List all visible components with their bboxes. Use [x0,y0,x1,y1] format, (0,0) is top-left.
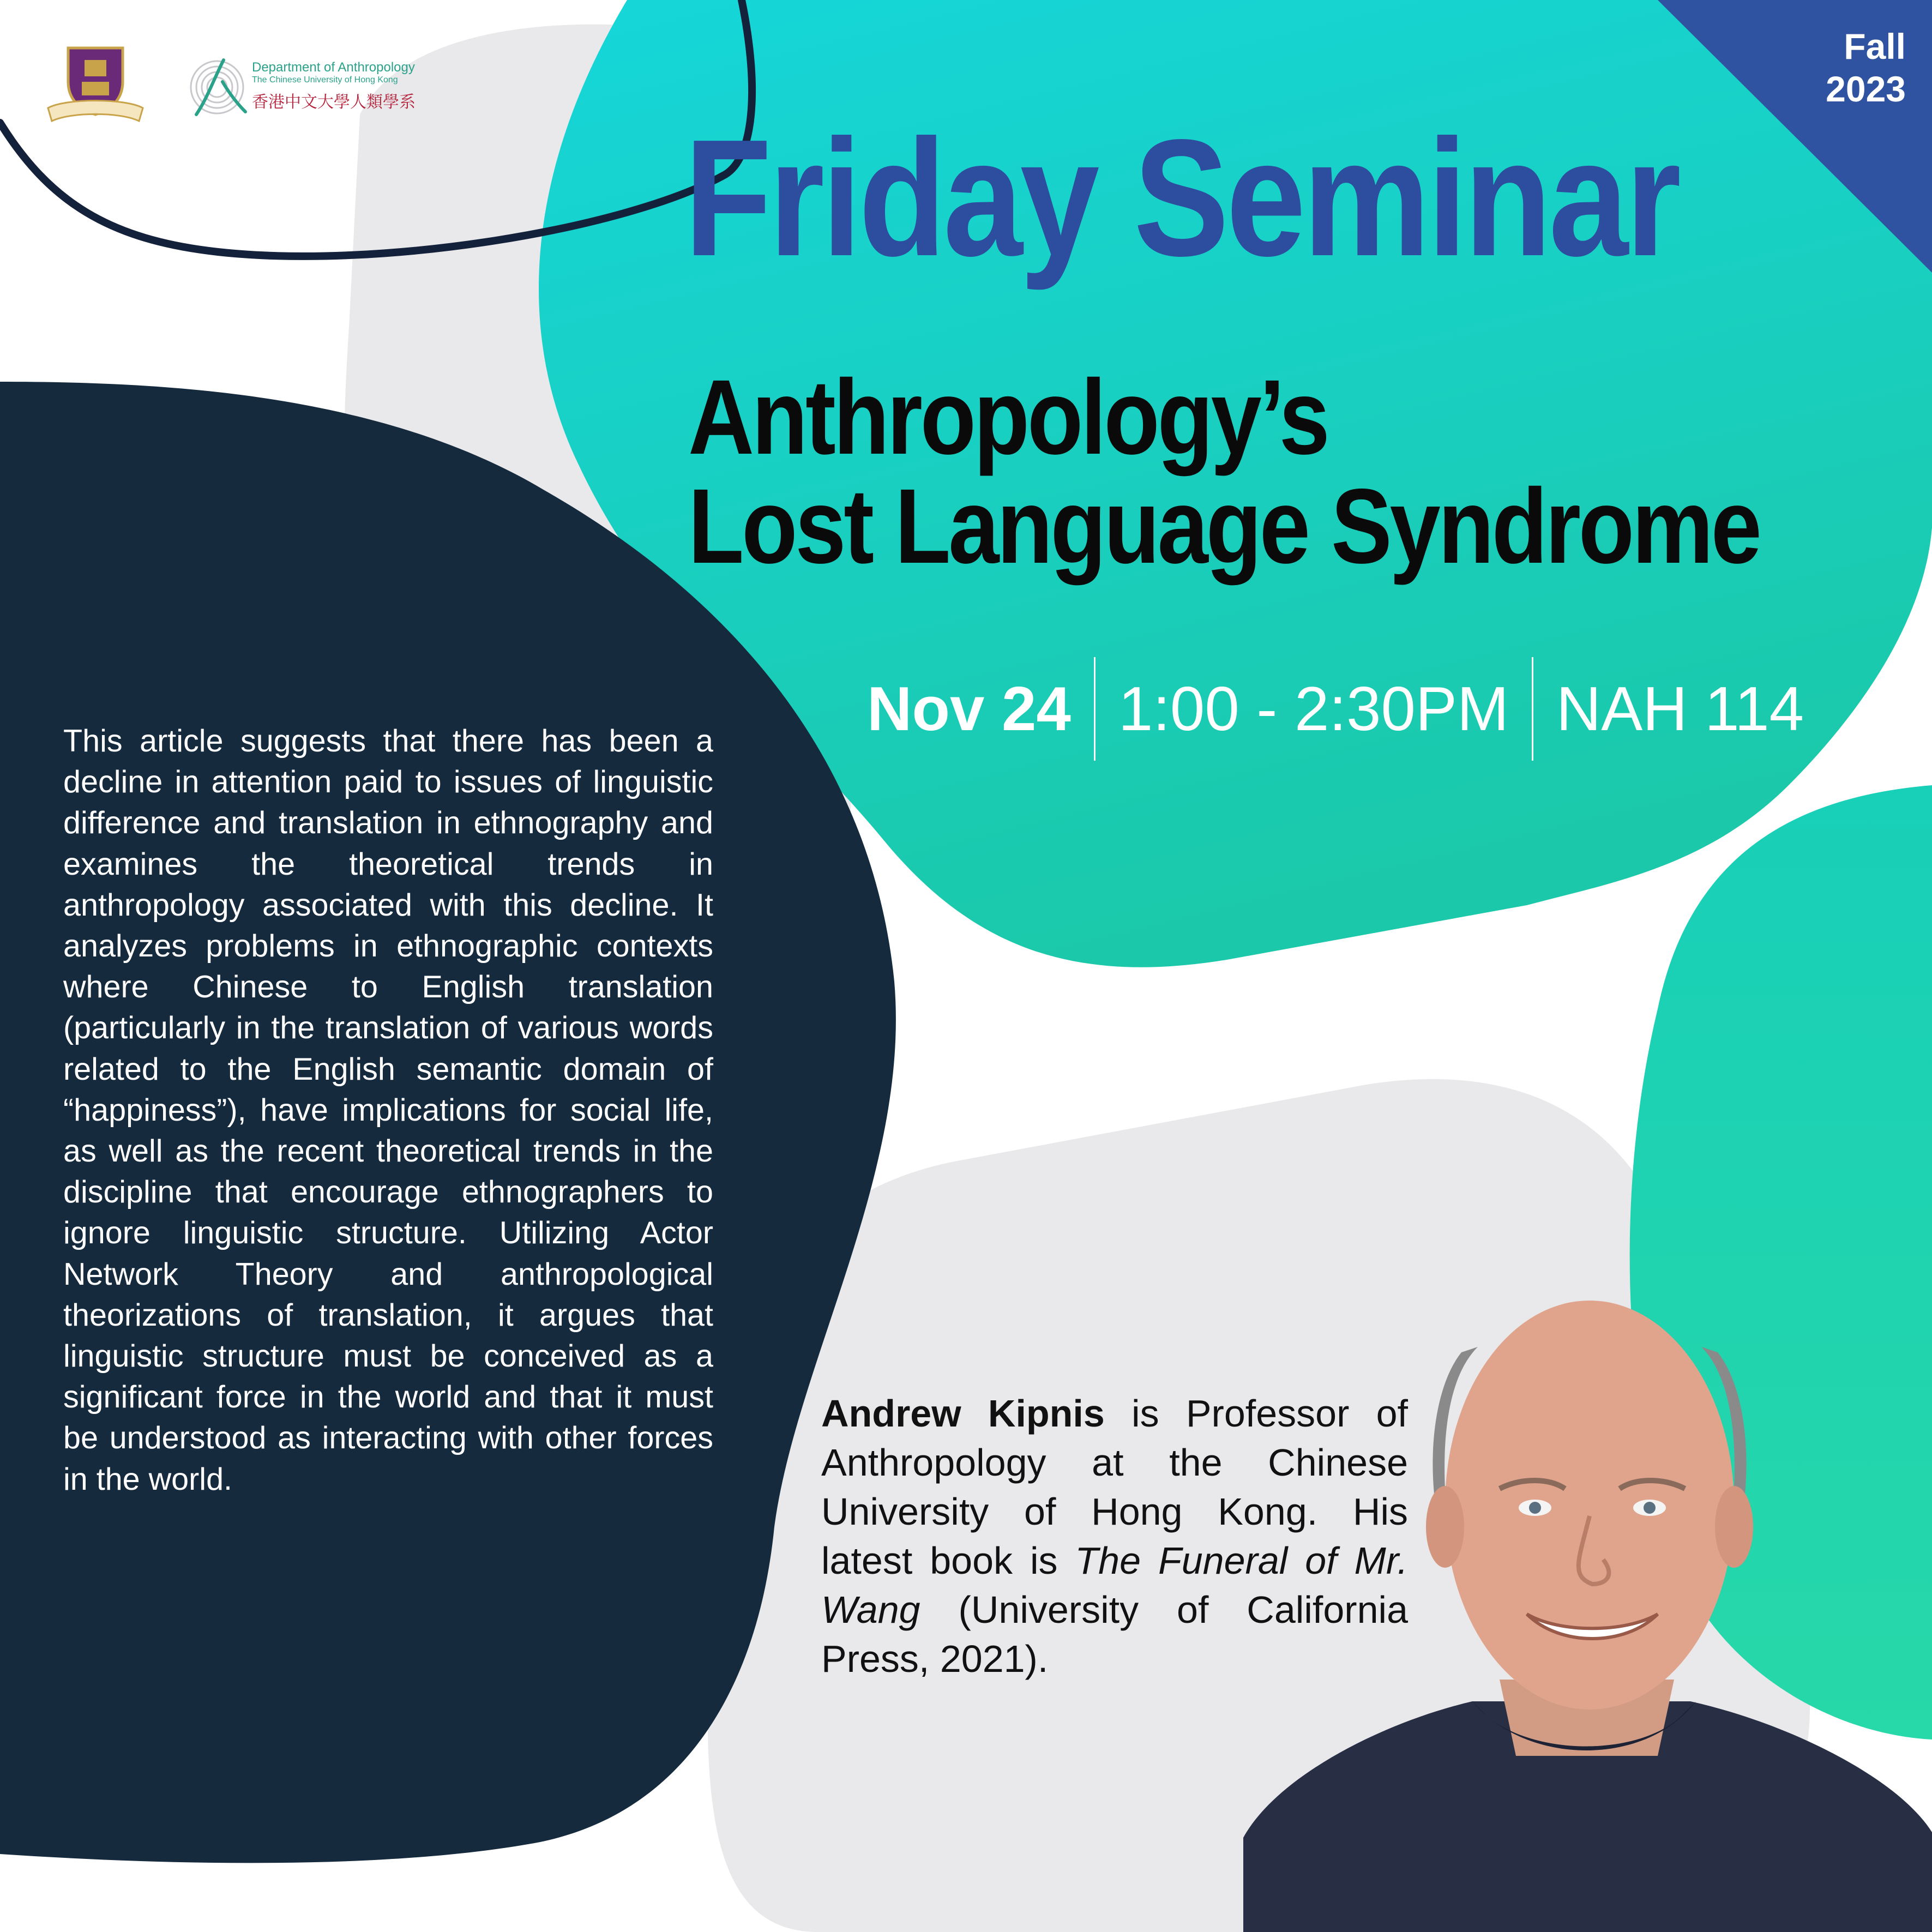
department-name-zh: 香港中文大學人類學系 [252,93,416,111]
book-title: The Funeral of Mr. Wang [821,1539,1408,1631]
abstract-text: This article suggests that there has been a decline in attention paid to issues of linguistic difference and translation in ethnography and examines the theoretical trends in anthropology associated with this decline. It analyzes problems in ethnographic contexts where Chinese to English translation (particularly in the translation of various words related to the English semantic domain of “happiness”), have implications for social life, as well as the recent theoretical trends in the discipline that encourage ethnographers to ignore linguistic structure. Utilizing Actor Network Theory and anthropological theorizations of translation, it argues that linguistic structure must be conceived as a significant force in the world and that it must be understood as interacting with other forces in the world. [63,724,713,1497]
term-label [1797,25,1906,110]
schedule-bar [867,657,1804,761]
speaker-bio-outro: (University of California Press, 2021). [821,1588,1408,1680]
speaker-name: Andrew Kipnis [821,1392,1105,1435]
talk-title-line-1: Anthropology’s [688,358,1328,477]
anthropology-department-logo [185,49,436,120]
talk-title-line-2: Lost Language Syndrome [688,467,1760,586]
university-name-en: The Chinese University of Hong Kong [252,75,398,85]
event-venue: NAH 114 [1556,674,1804,744]
cuhk-crest-icon [44,44,147,125]
series-title: Friday Seminar [684,105,1678,291]
divider [1094,657,1096,761]
fingerprint-icon [185,49,251,120]
divider [1532,657,1533,761]
department-name-en: Department of Anthropology [252,60,415,75]
event-time: 1:00 - 2:30PM [1118,674,1509,744]
term-season: Fall [1844,26,1906,67]
speaker-bio-intro: is Professor of Anthropology at the Chinese University of Hong Kong. His latest book is [821,1392,1408,1582]
term-year: 2023 [1826,69,1906,109]
event-date: Nov 24 [867,674,1071,744]
speaker-portrait [1243,1287,1932,1932]
